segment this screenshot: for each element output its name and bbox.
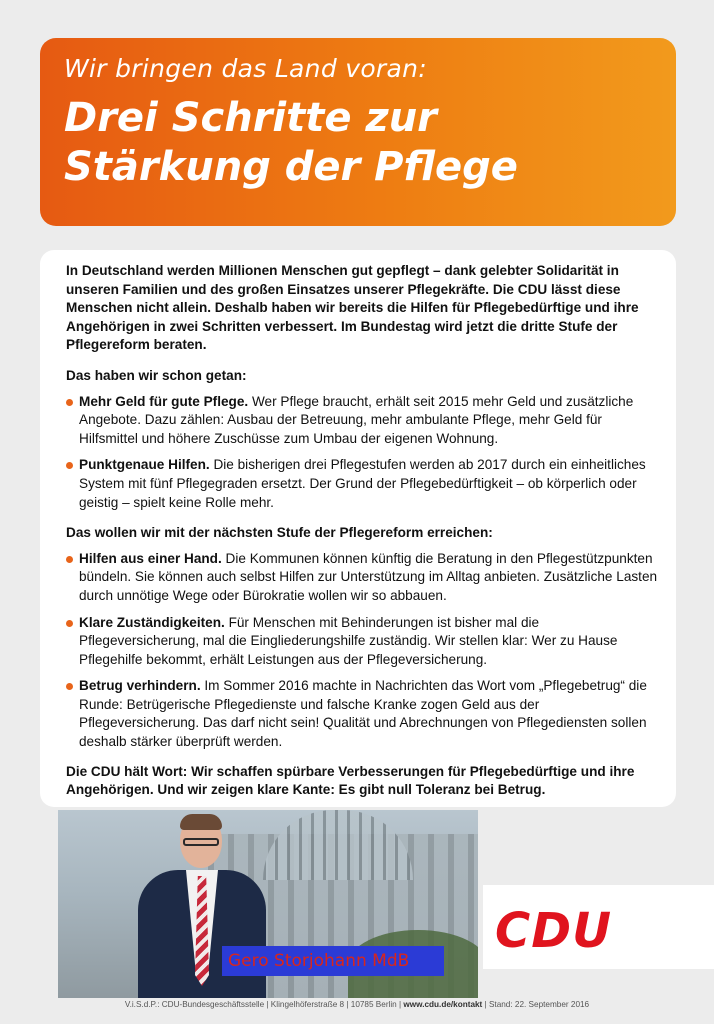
bullet-dot-icon [66, 399, 73, 406]
reichstag-dome-image [263, 810, 413, 880]
bullet-dot-icon [66, 620, 73, 627]
bullet-title: Betrug verhindern. [79, 678, 201, 694]
section-heading-done: Das haben wir schon getan: [66, 367, 247, 383]
photo-caption: Gero Storjohann MdB [222, 946, 444, 976]
footer-url: www.cdu.de/kontakt [403, 1000, 483, 1009]
list-item [66, 677, 658, 751]
footer-date: | Stand: 22. September 2016 [482, 1000, 590, 1009]
list-item [66, 614, 658, 670]
intro-paragraph: In Deutschland werden Millionen Menschen gut gepflegt – dank gelebter Solidarität in unseren Familien und des großen Einsatzes unserer Pflegekräfte. Die CDU lässt diese Menschen nicht allein. Deshalb haben wir bereits die Hilfen für Pflegebedürftige und ihre Angehörigen in zwei Schritten verbessert. Im Bundestag wird jetzt die dritte Stufe der Pflegereform beraten. [66, 263, 639, 353]
list-item [66, 393, 658, 449]
next-list [66, 550, 658, 752]
closing-paragraph: Die CDU hält Wort: Wir schaffen spürbare Verbesserungen für Pflegebedürftige und ihre Angehörigen. Und wir zeigen klare Kante: Es gibt null Toleranz bei Betrug. [66, 763, 635, 798]
header-title-line-2: Stärkung der Pflege [64, 144, 518, 190]
cdu-logo-box [483, 885, 714, 969]
bullet-text: Wer Pflege braucht, erhält seit 2015 mehr Geld und zusätzliche Angebote. Dazu zählen: Ausbau der Betreuung, mehr ambulante Pflege, mehr Geld für Hilfsmittel und höhere Zuschüsse zum Umbau der eigenen Wohnung. [79, 393, 634, 446]
list-item [66, 550, 658, 606]
portrait-person [94, 810, 214, 998]
header-subtitle: Wir bringen das Land voran: [64, 54, 427, 83]
bullet-title: Hilfen aus einer Hand. [79, 550, 222, 566]
bullet-title: Punktgenaue Hilfen. [79, 457, 210, 473]
bullet-dot-icon [66, 556, 73, 563]
bullet-dot-icon [66, 683, 73, 690]
cdu-logo: CDU [495, 903, 613, 959]
bullet-text: Im Sommer 2016 machte in Nachrichten das Wort vom „Pflegebetrug“ die Runde: Betrügerische Pflegedienste und falsche Kranke zogen Geld aus der Pflegeversicherung. Das darf nicht sein! Qualität und Abrechnungen von Pflegediensten sollen deshalb stärker überprüft werden. [79, 678, 647, 750]
footer-imprint-text: V.i.S.d.P.: CDU-Bundesgeschäftsstelle | Klingelhöferstraße 8 | 10785 Berlin | [124, 1000, 404, 1009]
header-banner [40, 38, 676, 226]
hair-shape [180, 814, 222, 830]
bullet-title: Klare Zuständigkeiten. [79, 614, 225, 630]
header-title [64, 94, 652, 192]
list-item [66, 456, 658, 512]
bullet-text: Für Menschen mit Behinderungen ist bisher mal die Pflegeversicherung, mal die Eingliederungshilfe zuständig. Wir stellen klar: Wer zu Hause Pflegehilfe bekommt, erhält Leistungen aus der Pflegeversicherung. [79, 614, 618, 667]
bullet-text: Die bisherigen drei Pflegestufen werden ab 2017 durch ein einheitliches System mit fünf Pflegegraden ersetzt. Der Grund der Pflegebedürftigkeit – ob körperlich oder geistig – spielt keine Rolle mehr. [79, 457, 646, 510]
content-card [40, 250, 676, 807]
section-heading-next: Das wollen wir mit der nächsten Stufe der Pflegereform erreichen: [66, 525, 493, 541]
done-list [66, 393, 658, 513]
glasses-shape [183, 838, 219, 846]
footer-imprint [0, 1000, 714, 1009]
bullet-title: Mehr Geld für gute Pflege. [79, 393, 249, 409]
bullet-text: Die Kommunen können künftig die Beratung in den Pflegestützpunkten bündeln. Sie können auch selbst Hilfen zur Unterstützung im Alltag anbieten. Zusätzliche Lasten durch unnötige Wege oder Bürokratie wollen wir so abbauen. [79, 550, 658, 603]
bullet-dot-icon [66, 462, 73, 469]
header-title-line-1: Drei Schritte zur [64, 95, 437, 141]
